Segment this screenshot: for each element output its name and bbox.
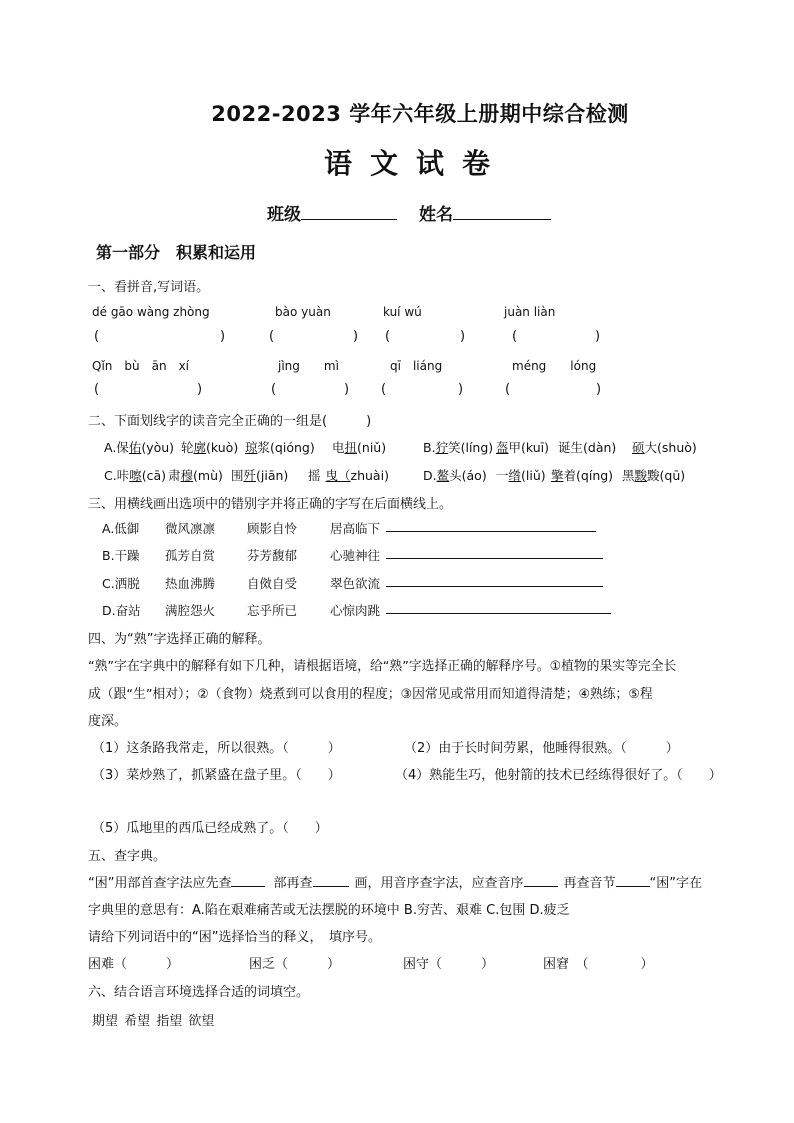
q2-option-b-word: 盔甲(kuī)	[496, 440, 550, 455]
pinyin: méng lóng	[512, 359, 597, 373]
q4-intro-line: “熟”字在字典中的解释有如下几种，请根据语境，给“熟”字选择正确的解释序号。①植物的果实等完全长	[88, 659, 677, 674]
q3-answer-line[interactable]	[386, 546, 603, 559]
q3-option-a[interactable]: A.低御	[102, 521, 140, 536]
q3-word: 心惊肉跳	[330, 603, 381, 618]
q3-word: 微风凛凛	[165, 521, 216, 536]
q2-option-b[interactable]: B.狞笑(líng)	[423, 440, 494, 455]
q5-line: “困”用部首查字法应先查 部再查 画，用音序查字法，应查音序 再查音节 “困”字在	[88, 876, 703, 891]
q3-word: 自傚自受	[247, 576, 298, 591]
q2-option-c-word: 摇 曳（zhuài)	[308, 468, 389, 483]
answer-paren-close: )	[595, 329, 601, 344]
part-title: 第一部分 积累和运用	[96, 243, 257, 262]
q4-intro-line: 成（跟“生”相对）；②（食物）烧煮到可以食用的程度；③因常见或常用而知道得清楚；④熟练；⑤程	[88, 687, 653, 702]
q2-option-c-word: 肃穆(mù)	[168, 468, 223, 483]
pinyin: bào yuàn	[275, 305, 331, 319]
pinyin: kuí wú	[383, 305, 422, 319]
answer-paren-close: )	[220, 329, 226, 344]
pinyin: jìng mì	[278, 359, 339, 373]
q3-title: 三、用横线画出选项中的错别字并将正确的字写在后面横线上。	[88, 497, 453, 512]
subject-title	[0, 142, 794, 182]
q5-blank-radical[interactable]	[231, 874, 265, 887]
q4-intro-line: 度深。	[88, 714, 128, 729]
subject-char: 试	[416, 147, 445, 180]
q2-option-d-word: 黑黢黢(qū)	[622, 468, 686, 483]
q5-item[interactable]: 困乏（ ）	[249, 957, 341, 972]
answer-paren-open: (	[385, 329, 391, 344]
q2-option-a-word: 电扭(niǔ)	[332, 440, 387, 455]
answer-paren-open: (	[271, 382, 277, 397]
answer-paren-close: )	[460, 329, 466, 344]
answer-paren-open: (	[381, 382, 387, 397]
exam-title: 2022-2023 学年六年级上册期中综合检测	[211, 102, 629, 126]
q3-option-d[interactable]: D.奋站	[102, 603, 141, 618]
subject-char: 文	[369, 147, 398, 180]
answer-paren-open: (	[94, 382, 100, 397]
q5-line: 字典里的意思有：A.陷在艰难痛苦或无法摆脱的环境中 B.穷苦、艰难 C.包围 D.疲乏	[88, 903, 570, 918]
q2-option-d[interactable]: D.鳌头(áo)	[423, 468, 487, 483]
q2-option-a[interactable]: A.保佑(yòu)	[104, 440, 175, 455]
q3-word: 翠色欲流	[330, 576, 381, 591]
q3-word: 顾影自怜	[247, 521, 298, 536]
q2-option-d-word: 擎着(qíng)	[551, 468, 614, 483]
answer-paren-open: (	[505, 382, 511, 397]
subject-char: 语	[323, 147, 352, 180]
q4-sentence[interactable]: （2）由于长时间劳累，他睡得很熟。（ ）	[404, 741, 679, 756]
q3-word: 孤芳自赏	[165, 548, 216, 563]
class-name-line	[267, 200, 551, 225]
q3-word: 忘乎所已	[247, 603, 298, 618]
q2-option-b-word: 硕大(shuò)	[632, 440, 697, 455]
q4-sentence[interactable]: （3）菜炒熟了，抓紧盛在盘子里。（ ）	[92, 768, 341, 783]
q2-option-d-word: 一绺(liǔ)	[496, 468, 546, 483]
q4-sentence[interactable]: （4）熟能生巧，他射箭的技术已经练得很好了。（ ）	[395, 768, 722, 783]
q6-word-bank: 期望 希望 指望 欲望	[92, 1014, 215, 1029]
class-label: 班级	[267, 205, 301, 225]
q1-title: 一、看拼音,写词语。	[88, 280, 210, 295]
name-blank[interactable]	[453, 205, 551, 220]
q3-answer-line[interactable]	[386, 519, 596, 532]
q6-title: 六、结合语言环境选择合适的词填空。	[88, 985, 310, 1000]
q5-blank-syllable[interactable]	[616, 874, 650, 887]
q4-sentence[interactable]: （5）瓜地里的西瓜已经成熟了。（ ）	[92, 821, 328, 836]
class-blank[interactable]	[301, 205, 397, 220]
q3-option-b[interactable]: B.干躁	[102, 548, 140, 563]
pinyin: Qǐn bù ān xí	[92, 359, 190, 373]
pinyin: qī liáng	[390, 359, 443, 373]
answer-paren-close: )	[344, 382, 350, 397]
q2-option-c[interactable]: C.咔嚓(cā)	[104, 468, 167, 483]
q4-sentence[interactable]: （1）这条路我常走，所以很熟。（ ）	[92, 741, 341, 756]
q2-option-a-word: 琼浆(qióng)	[245, 440, 315, 455]
answer-paren-open: (	[512, 329, 518, 344]
q3-word: 满腔怨火	[165, 603, 216, 618]
pinyin: dé gāo wàng zhòng	[92, 305, 210, 319]
answer-paren-open: (	[94, 329, 100, 344]
q5-blank-letter[interactable]	[524, 874, 558, 887]
q2-title: 二、下面划线字的读音完全正确的一组是( )	[88, 414, 372, 429]
q5-line: 请给下列词语中的“困”选择恰当的释义， 填序号。	[88, 930, 381, 945]
q3-answer-line[interactable]	[386, 574, 603, 587]
q5-title: 五、查字典。	[88, 849, 167, 864]
q3-word: 芬芳馥郁	[247, 548, 298, 563]
answer-paren-close: )	[353, 329, 359, 344]
q3-word: 热血沸腾	[165, 576, 216, 591]
q3-word: 心驰神往	[330, 548, 381, 563]
q5-item[interactable]: 困窘 （ ）	[543, 957, 654, 972]
subject-char: 卷	[462, 147, 491, 180]
q5-item[interactable]: 困守（ ）	[403, 957, 495, 972]
name-label: 姓名	[419, 205, 453, 225]
q2-option-c-word: 围歼(jiān)	[231, 468, 289, 483]
q3-word: 居高临下	[330, 521, 381, 536]
q2-option-a-word: 轮廓(kuò)	[181, 440, 239, 455]
q3-answer-line[interactable]	[386, 601, 611, 614]
answer-paren-close: )	[197, 382, 203, 397]
q2-option-b-word: 诞生(dàn)	[558, 440, 617, 455]
q3-option-c[interactable]: C.洒脱	[102, 576, 140, 591]
pinyin: juàn liàn	[504, 305, 556, 319]
answer-paren-close: )	[596, 382, 602, 397]
q5-item[interactable]: 困难（ ）	[88, 957, 180, 972]
answer-paren-open: (	[269, 329, 275, 344]
answer-paren-close: )	[458, 382, 464, 397]
q4-title: 四、为“熟”字选择正确的解释。	[88, 632, 271, 647]
q5-blank-strokes[interactable]	[313, 874, 349, 887]
